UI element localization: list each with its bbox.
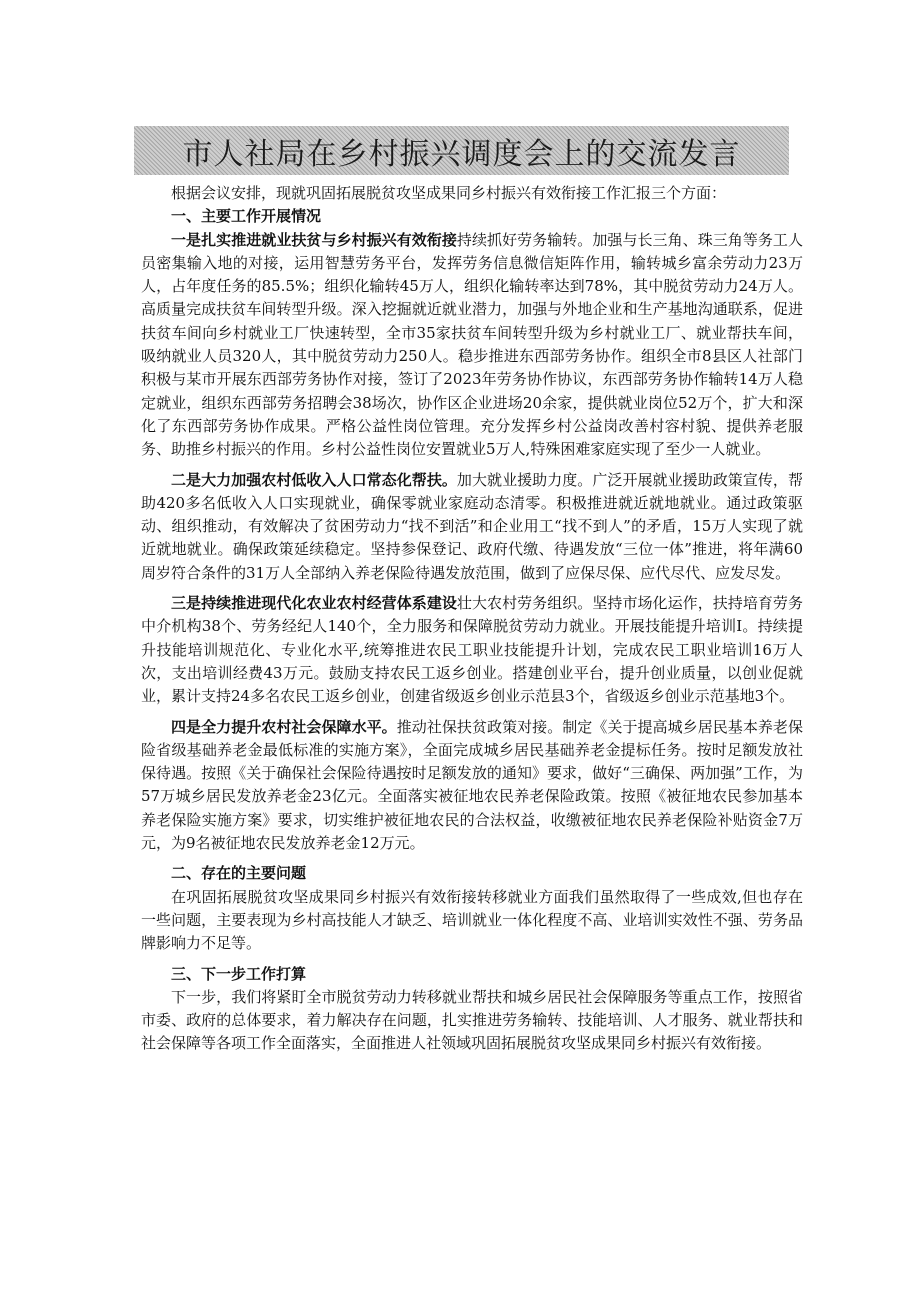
document-body	[141, 182, 803, 1063]
paragraph-problems: 在巩固拓展脱贫攻坚成果同乡村振兴有效衔接转移就业方面我们虽然取得了一些成效,但也存在一些问题，主要表现为乡村高技能人才缺乏、培训就业一体化程度不高、业培训实效性不强、劳务品牌影响力不足等。	[141, 887, 803, 953]
title-banner	[134, 126, 789, 175]
paragraph-text: 持续抓好劳务输转。加强与长三角、珠三角等务工人员密集输入地的对接，运用智慧劳务平台，发挥劳务信息微信矩阵作用，输转城乡富余劳动力23万人，占年度任务的85.5%；组织化输转45万人，组织化输转率达到78%，其中脱贫劳动力24万人。高质量完成扶贫车间转型升级。深入挖掘就近就业潜力，加强与外地企业和生产基地沟通联系，促进扶贫车间向乡村就业工厂快速转型，全市35家扶贫车间转型升级为乡村就业工厂、就业帮扶车间，吸纳就业人员320人，其中脱贫劳动力250人。稳步推进东西部劳务协作。组织全市8县区人社部门积极与某市开展东西部劳务协作对接，签订了2023年劳务协作协议，东西部劳务协作输转14万人稳定就业，组织东西部劳务招聘会38场次，协作区企业进场20余家，提供就业岗位52万个，扩大和深化了东西部劳务协作成果。严格公益性岗位管理。充分发挥乡村公益岗改善村容村貌、提供养老服务、助推乡村振兴的作用。乡村公益性岗位安置就业5万人,特殊困难家庭实现了至少一人就业。	[141, 230, 803, 459]
paragraph-lead: 二是大力加强农村低收入人口常态化帮扶。	[171, 470, 457, 489]
paragraph-low-income-support	[141, 469, 803, 585]
intro-paragraph: 根据会议安排，现就巩固拓展脱贫攻坚成果同乡村振兴有效衔接工作汇报三个方面：	[171, 184, 727, 202]
paragraph-employment-support	[141, 229, 803, 462]
section-heading-main-work: 一、主要工作开展情况	[171, 207, 322, 226]
document-title: 市人社局在乡村振兴调度会上的交流发言	[182, 136, 741, 172]
section-heading-next-steps: 三、下一步工作打算	[171, 964, 307, 983]
paragraph-text: 壮大农村劳务组织。坚持市场化运作，扶持培育劳务中介机构38个、劳务经纪人140个，全力服务和保障脱贫劳动力就业。开展技能提升培训I。持续提升技能培训规范化、专业化水平,统筹推进农民工职业技能提升计划，完成农民工职业培训16万人次，支出培训经费43万元。鼓励支持农民工返乡创业。搭建创业平台，提升创业质量，以创业促就业，累计支持24多名农民工返乡创业，创建省级返乡创业示范县3个，省级返乡创业示范基地3个。	[141, 594, 803, 706]
paragraph-social-security	[141, 716, 803, 856]
section-heading-problems: 二、存在的主要问题	[171, 864, 307, 883]
paragraph-agriculture-system	[141, 592, 803, 708]
paragraph-text: 推动社保扶贫政策对接。制定《关于提高城乡居民基本养老保险省级基础养老金最低标准的实施方案》，全面完成城乡居民基础养老金提标任务。按时足额发放社保待遇。按照《关于确保社会保险待遇按时足额发放的通知》要求，做好“三确保、两加强”工作，为57万城乡居民发放养老金23亿元。全面落实被征地农民养老保险政策。按照《被征地农民参加基本养老保险实施方案》要求，切实维护被征地农民的合法权益，收缴被征地农民养老保险补贴资金7万元，为9名被征地农民发放养老金12万元。	[141, 717, 803, 853]
paragraph-next-steps: 下一步，我们将紧盯全市脱贫劳动力转移就业帮扶和城乡居民社会保障服务等重点工作，按照省市委、政府的总体要求，着力解决存在问题，扎实推进劳务输转、技能培训、人才服务、就业帮扶和社会保障等各项工作全面落实，全面推进人社领域巩固拓展脱贫攻坚成果同乡村振兴有效衔接。	[141, 987, 803, 1053]
paragraph-lead: 一是扎实推进就业扶贫与乡村振兴有效衔接	[171, 230, 457, 249]
paragraph-text: 加大就业援助力度。广泛开展就业援助政策宣传，帮助420多名低收入人口实现就业，确保零就业家庭动态清零。积极推进就近就地就业。通过政策驱动、组织推动，有效解决了贫困劳动力“找不到活”和企业用工“找不到人”的矛盾，15万人实现了就近就地就业。确保政策延续稳定。坚持参保登记、政府代缴、待遇发放“三位一体”推进，将年满60周岁符合条件的31万人全部纳入养老保险待遇发放范围，做到了应保尽保、应代尽代、应发尽发。	[141, 470, 803, 582]
paragraph-lead: 四是全力提升农村社会保障水平。	[171, 717, 397, 736]
paragraph-lead: 三是持续推进现代化农业农村经营体系建设	[171, 594, 457, 613]
